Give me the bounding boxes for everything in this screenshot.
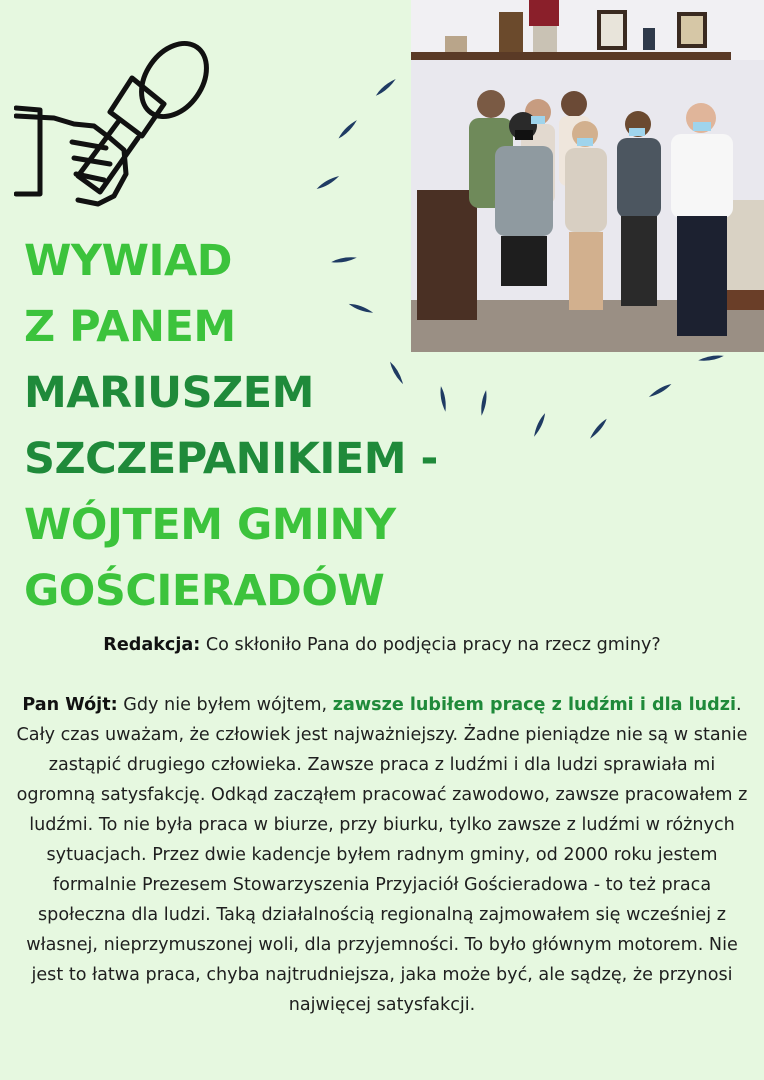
spark-mark: [648, 382, 673, 398]
spark-mark: [316, 174, 341, 190]
spark-mark: [439, 386, 447, 412]
answer-highlight: zawsze lubiłem pracę z ludźmi i dla ludzi: [332, 695, 737, 715]
answer-paragraph: [10, 690, 754, 1020]
title-line: GOŚCIERADÓW: [24, 566, 385, 616]
paragraph-gap: [10, 660, 754, 690]
title-line: SZCZEPANIKIEM -: [24, 434, 438, 484]
title-line: WÓJTEM GMINY: [24, 500, 396, 550]
spark-mark: [588, 418, 608, 440]
spark-mark: [375, 77, 397, 97]
answer-rest: . Cały czas uważam, że człowiek jest najważniejszy. Żadne pieniądze nie są w stanie zastąpić drugiego człowieka. Zawsze praca z ludźmi i dla ludzi sprawiała mi ogromną satysfakcję. Odkąd zacząłem pracować zawodowo, zawsze pracowałem z ludźmi. To nie była praca w biurze, przy biurku, tylko zawsze z ludźmi w różnych sytuacjach. Przez dwie kadencje byłem radnym gminy, od 2000 roku jestem formalnie Prezesem Stowarzyszenia Przyjaciół Gościeradowa - to też praca społeczna dla ludzi. Taką działalnością regionalną zajmowałem się wcześniej z własnej, nieprzymuszonej woli, dla przyjemności. To było głównym motorem. Nie jest to łatwa praca, chyba najtrudniejsza, jaka może być, ale sądzę, że przynosi najwięcej satysfakcji.: [16, 695, 748, 1015]
spark-mark: [532, 412, 547, 437]
question-speaker: Redakcja:: [103, 635, 201, 655]
group-photo: [411, 0, 764, 352]
answer-intro: Gdy nie byłem wójtem,: [117, 695, 333, 715]
page-title: [24, 228, 438, 624]
spark-mark: [337, 119, 358, 140]
title-line: WYWIAD: [24, 236, 232, 286]
spark-mark: [480, 390, 488, 416]
title-line: Z PANEM: [24, 302, 236, 352]
question-text: Co skłoniło Pana do podjęcia pracy na rzecz gminy?: [200, 635, 661, 655]
interview-text: [10, 630, 754, 1020]
answer-speaker: Pan Wójt:: [22, 695, 118, 715]
question-paragraph: [10, 630, 754, 660]
microphone-hand-icon: [14, 26, 214, 216]
spark-mark: [698, 354, 724, 362]
title-line: MARIUSZEM: [24, 368, 314, 418]
